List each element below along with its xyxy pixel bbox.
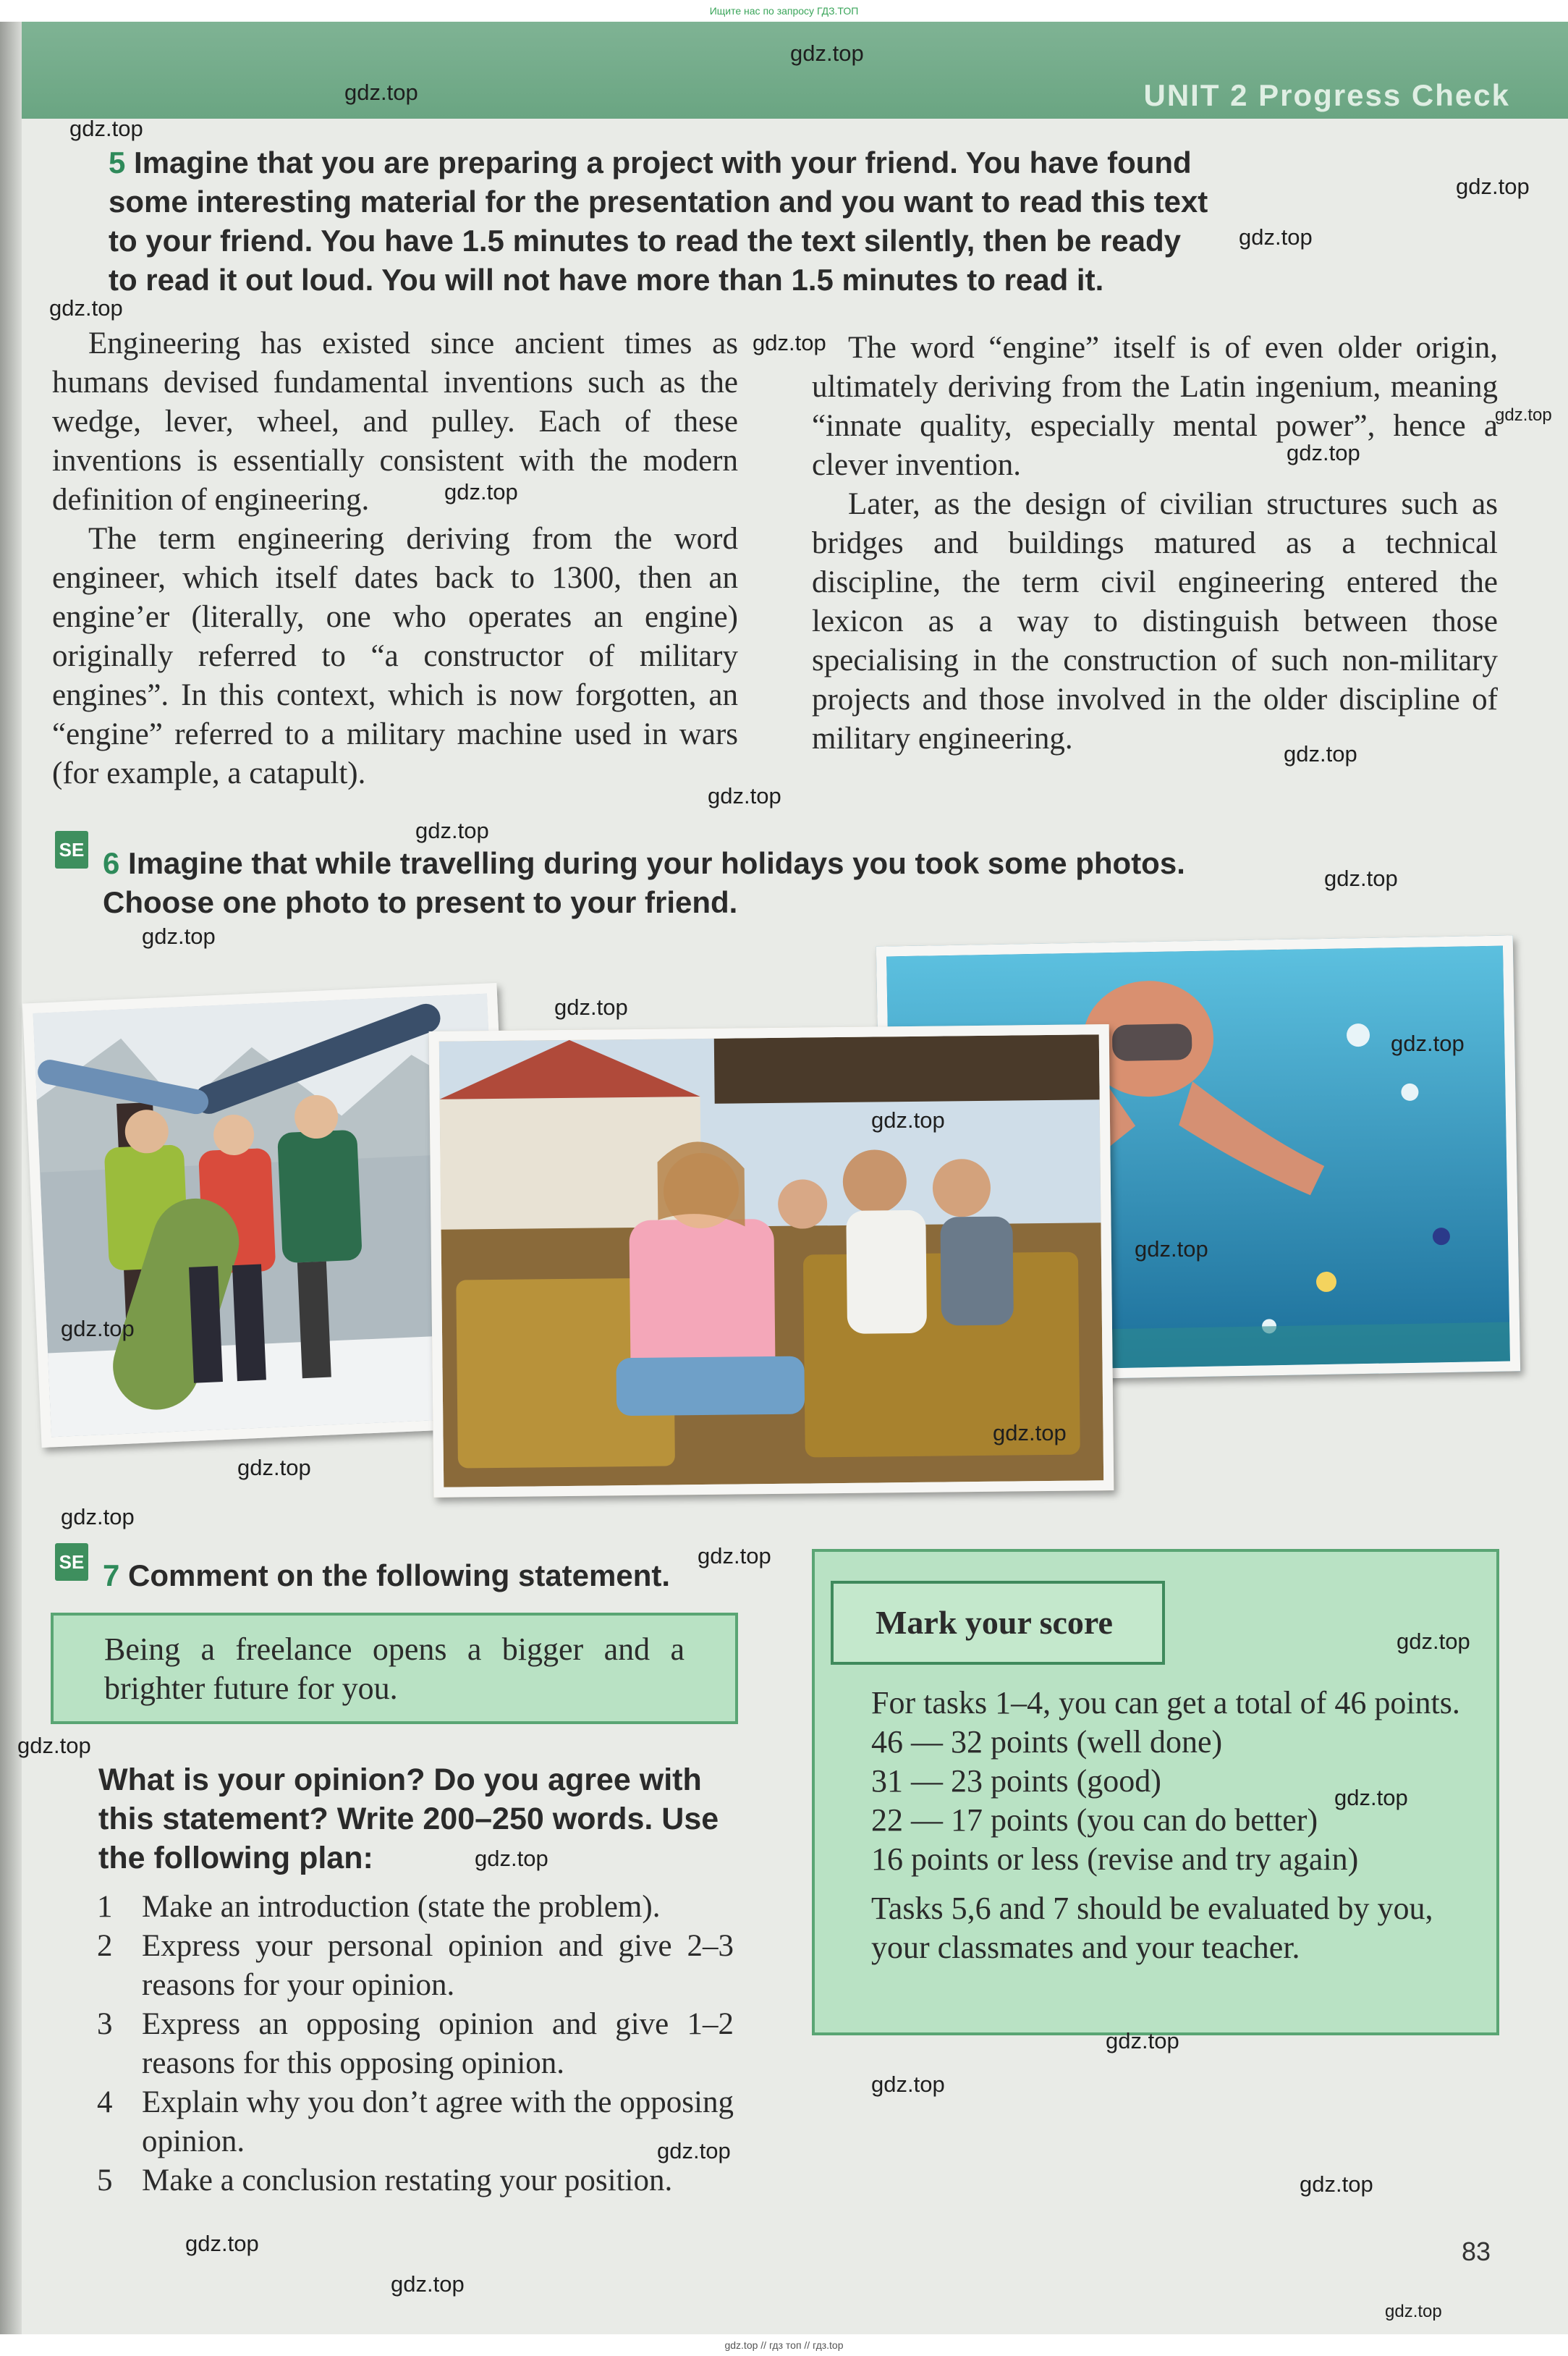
- watermark: gdz.top: [1135, 1236, 1208, 1262]
- watermark: gdz.top: [753, 330, 826, 355]
- watermark: gdz.top: [444, 479, 518, 504]
- plan-item: [97, 1927, 734, 2005]
- task6-number: 6: [103, 846, 120, 880]
- task6-heading: [103, 844, 1232, 922]
- watermark: gdz.top: [993, 1420, 1067, 1445]
- watermark: gdz.top: [1495, 405, 1552, 425]
- watermark: gdz.top: [17, 1733, 91, 1758]
- watermark: gdz.top: [1300, 2171, 1373, 2197]
- plan-item-number: 1: [97, 1890, 113, 1924]
- watermark: gdz.top: [344, 80, 418, 105]
- page-spine-shadow: [0, 22, 22, 2334]
- score-line: 16 points or less (revise and try again): [871, 1841, 1359, 1877]
- watermark: gdz.top: [1456, 174, 1530, 199]
- score-content: [871, 1684, 1472, 1967]
- task5-right-paragraph-2: Later, as the design of civilian structures such as bridges and buildings matured as a technical discipline, the term civil engineering entered the lexicon as a way to distinguish between those specialising in the construction of such non-military projects and those involved in the older discipline of military engineering.: [812, 487, 1498, 756]
- plan-item-number: 5: [97, 2163, 113, 2197]
- task5-heading: [109, 143, 1208, 300]
- watermark: gdz.top: [237, 1455, 311, 1480]
- task5-right-paragraph-1: The word “engine” itself is of even older origin, ultimately deriving from the Latin ingenium, meaning “innate quality, especially mental power”, hence a clever invention.: [812, 331, 1498, 482]
- score-line: 46 — 32 points (well done): [871, 1724, 1223, 1760]
- score-line: 31 — 23 points (good): [871, 1763, 1161, 1799]
- watermark: gdz.top: [1284, 741, 1357, 767]
- score-title: Mark your score: [831, 1581, 1165, 1665]
- plan-item: [97, 2161, 734, 2200]
- watermark: gdz.top: [1239, 224, 1313, 250]
- task5-left-paragraph-2: The term engineering deriving from the word engineer, which itself dates back to 1300, then an engine’er (literally, one who operates an engine) originally referred to “a constructor of military engines”. In this context, which is now forgotten, an “engine” referred to a military machine used in wars (for example, a catapult).: [52, 522, 738, 790]
- watermark: gdz.top: [49, 295, 123, 321]
- plan-item-number: 3: [97, 2007, 113, 2041]
- task5-right-column: [812, 329, 1498, 759]
- plan-item-text: Express your personal opinion and give 2–3 reasons for your opinion.: [142, 1929, 734, 2002]
- task7-statement: Being a freelance opens a bigger and a brighter future for you.: [104, 1631, 685, 1706]
- watermark: gdz.top: [142, 924, 216, 949]
- task5-left-paragraph-1: Engineering has existed since ancient times as humans devised fundamental inventions such as the wedge, lever, wheel, and pulley. Each of these inventions is essentially consistent with the modern definition of engineering.: [52, 326, 738, 517]
- plan-item: [97, 1888, 734, 1927]
- plan-item: [97, 2083, 734, 2161]
- watermark: gdz.top: [698, 1543, 771, 1568]
- watermark: gdz.top: [708, 783, 781, 808]
- plan-item-text: Make a conclusion restating your position.: [142, 2163, 673, 2197]
- watermark: gdz.top: [415, 818, 489, 843]
- watermark: gdz.top: [61, 1504, 135, 1529]
- task6-heading-text: Imagine that while travelling during your holidays you took some photos. Choose one photo to present to your friend.: [103, 846, 1185, 919]
- watermark: gdz.top: [871, 1107, 945, 1133]
- score-footer: Tasks 5,6 and 7 should be evaluated by you, your classmates and your teacher.: [871, 1891, 1433, 1965]
- watermark: gdz.top: [554, 995, 628, 1020]
- watermark: gdz.top: [69, 116, 143, 141]
- plan-item-number: 4: [97, 2085, 113, 2119]
- watermark: gdz.top: [391, 2271, 465, 2297]
- watermark: gdz.top: [871, 2072, 945, 2097]
- task7-number: 7: [103, 1558, 120, 1592]
- plan-item-text: Make an introduction (state the problem).: [142, 1890, 661, 1924]
- watermark: gdz.top: [790, 41, 864, 66]
- task7-plan-list: [97, 1888, 734, 2200]
- task7-heading-text: Comment on the following statement.: [128, 1558, 671, 1592]
- task7-question: What is your opinion? Do you agree with this statement? Write 200–250 words. Use the following plan:: [98, 1762, 719, 1875]
- plan-item-text: Express an opposing opinion and give 1–2 reasons for this opposing opinion.: [142, 2007, 734, 2080]
- watermark: gdz.top: [61, 1316, 135, 1341]
- task5-heading-text: Imagine that you are preparing a project with your friend. You have found some interesting material for the presentation and you want to read this text to your friend. You have 1.5 minutes to read the text silently, then be ready to read it out loud. You will not have more than 1.5 minutes to read it.: [109, 145, 1208, 297]
- task5-left-column: [52, 324, 738, 793]
- watermark: gdz.top: [475, 1846, 548, 1871]
- page-number: 83: [1462, 2237, 1491, 2266]
- top-banner: Ищите нас по запросу ГДЗ.ТОП: [0, 0, 1568, 22]
- task5-number: 5: [109, 145, 126, 180]
- unit-title: UNIT 2 Progress Check: [1143, 78, 1510, 112]
- watermark: gdz.top: [1106, 2028, 1179, 2053]
- watermark: gdz.top: [1287, 440, 1360, 465]
- watermark: gdz.top: [1385, 2302, 1442, 2321]
- watermark: gdz.top: [1324, 866, 1398, 891]
- score-line: 22 — 17 points (you can do better): [871, 1802, 1318, 1838]
- watermark: gdz.top: [657, 2138, 731, 2163]
- task6-se-badge: SE: [55, 831, 88, 869]
- task7-se-badge: SE: [55, 1543, 88, 1581]
- watermark: gdz.top: [185, 2231, 259, 2256]
- plan-item: [97, 2005, 734, 2083]
- plan-item-text: Explain why you don’t agree with the opposing opinion.: [142, 2085, 734, 2158]
- task7-statement-box: [51, 1613, 738, 1724]
- task7-heading: [103, 1556, 725, 1595]
- score-intro: For tasks 1–4, you can get a total of 46 points.: [871, 1685, 1460, 1720]
- bus-tour-image: [439, 1034, 1103, 1487]
- watermark: gdz.top: [1391, 1031, 1465, 1056]
- watermark: gdz.top: [1397, 1629, 1470, 1654]
- watermark: gdz.top: [1334, 1785, 1408, 1810]
- plan-item-number: 2: [97, 1929, 113, 1963]
- bottom-banner: gdz.top // гдз топ // гдз.top: [0, 2334, 1568, 2356]
